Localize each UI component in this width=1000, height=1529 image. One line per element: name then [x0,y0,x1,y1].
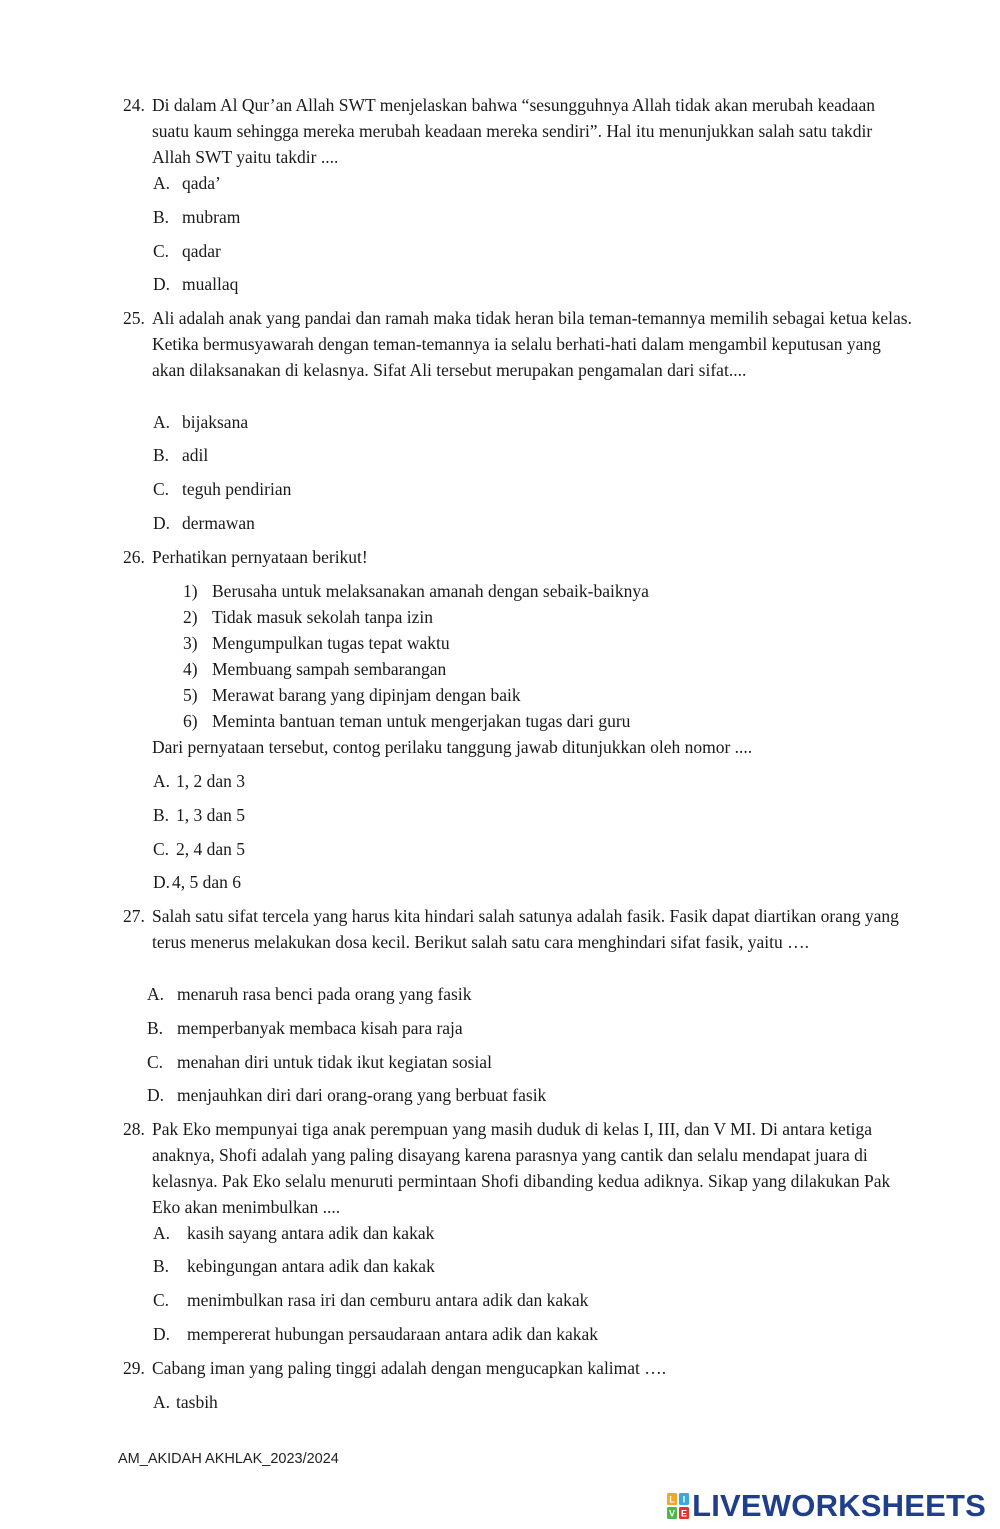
option-c[interactable]: C. menimbulkan rasa iri dan cemburu antara adik dan kakak [153,1290,589,1310]
option-a[interactable]: A. tasbih [153,1392,218,1412]
option-c[interactable]: C. qadar [153,241,221,261]
statement-item: 1) Berusaha untuk melaksanakan amanah dengan sebaik-baiknya [183,581,649,601]
question-number: 27. [123,906,145,926]
question-number: 25. [123,308,145,328]
question-text: Pak Eko mempunyai tiga anak perempuan yang masih duduk di kelas I, III, dan V MI. Di antara ketiga anaknya, Shofi adalah yang paling disayang karena parasnya yang cantik dan selalu mendapat juara di kelasnya. Pak Eko selalu menuruti permintaan Shofi dibanding kedua adiknya. Sikap yang dilakukan Pak Eko akan menimbulkan .... [152,1119,891,1217]
question-24 [123,92,913,170]
option-d[interactable]: D. muallaq [153,274,239,294]
question-26 [123,544,913,570]
svg-text:L: L [669,1494,675,1505]
option-a[interactable]: A. kasih sayang antara adik dan kakak [153,1223,435,1243]
statement-item: 6) Meminta bantuan teman untuk mengerjakan tugas dari guru [183,711,631,731]
option-d[interactable]: D. dermawan [153,513,255,533]
statement-item: 2) Tidak masuk sekolah tanpa izin [183,607,433,627]
question-28 [123,1116,913,1220]
question-number: 28. [123,1119,145,1139]
question-29 [123,1355,913,1381]
question-text: Perhatikan pernyataan berikut! [152,547,368,567]
question-26-followup: Dari pernyataan tersebut, contog perilaku tanggung jawab ditunjukkan oleh nomor .... [152,737,753,757]
statement-item: 4) Membuang sampah sembarangan [183,659,447,679]
svg-text:E: E [681,1508,688,1519]
question-text: Salah satu sifat tercela yang harus kita hindari salah satunya adalah fasik. Fasik dapat diartikan orang yang terus menerus melakukan dosa kecil. Berikut salah satu cara menghindari sifat fasik, yaitu …. [152,906,899,952]
liveworksheets-logo-text: LIVEWORKSHEETS [692,1488,986,1523]
statement-item: 5) Merawat barang yang dipinjam dengan baik [183,685,521,705]
option-b[interactable]: B. kebingungan antara adik dan kakak [153,1256,435,1276]
option-d[interactable]: D. mempererat hubungan persaudaraan antara adik dan kakak [153,1324,599,1344]
option-d[interactable]: D. 4, 5 dan 6 [153,872,242,892]
option-a[interactable]: A. menaruh rasa benci pada orang yang fasik [147,984,472,1004]
question-text: Di dalam Al Qur’an Allah SWT menjelaskan bahwa “sesungguhnya Allah tidak akan merubah keadaan suatu kaum sehingga mereka merubah keadaan mereka sendiri”. Hal itu menunjukkan salah satu takdir Allah SWT yaitu takdir .... [152,95,875,167]
option-a[interactable]: A. qada’ [153,173,221,193]
liveworksheets-logo [666,1488,986,1524]
question-25 [123,305,913,383]
question-number: 29. [123,1358,145,1378]
option-c[interactable]: C. teguh pendirian [153,479,292,499]
option-b[interactable]: B. mubram [153,207,241,227]
option-c[interactable]: C. menahan diri untuk tidak ikut kegiatan sosial [147,1052,492,1072]
option-c[interactable]: C. 2, 4 dan 5 [153,839,246,859]
option-a[interactable]: A. bijaksana [153,412,249,432]
liveworksheets-logo-icon [666,1492,690,1520]
option-b[interactable]: B. memperbanyak membaca kisah para raja [147,1018,463,1038]
svg-text:I: I [682,1494,686,1505]
option-d[interactable]: D. menjauhkan diri dari orang-orang yang berbuat fasik [147,1085,547,1105]
option-b[interactable]: B. 1, 3 dan 5 [153,805,246,825]
question-27 [123,903,913,955]
question-number: 24. [123,95,145,115]
svg-text:V: V [669,1508,676,1519]
question-text: Ali adalah anak yang pandai dan ramah maka tidak heran bila teman-temannya memilih sebagai ketua kelas. Ketika bermusyawarah dengan teman-temannya ia selalu berhati-hati dalam mengambil keputusan yang akan dilaksanakan di kelasnya. Sifat Ali tersebut merupakan pengamalan dari sifat.... [152,308,912,380]
question-text: Cabang iman yang paling tinggi adalah dengan mengucapkan kalimat …. [152,1358,667,1378]
footer-text: AM_AKIDAH AKHLAK_2023/2024 [118,1451,339,1467]
question-number: 26. [123,547,145,567]
option-b[interactable]: B. adil [153,445,209,465]
statement-item: 3) Mengumpulkan tugas tepat waktu [183,633,450,653]
option-a[interactable]: A. 1, 2 dan 3 [153,771,246,791]
